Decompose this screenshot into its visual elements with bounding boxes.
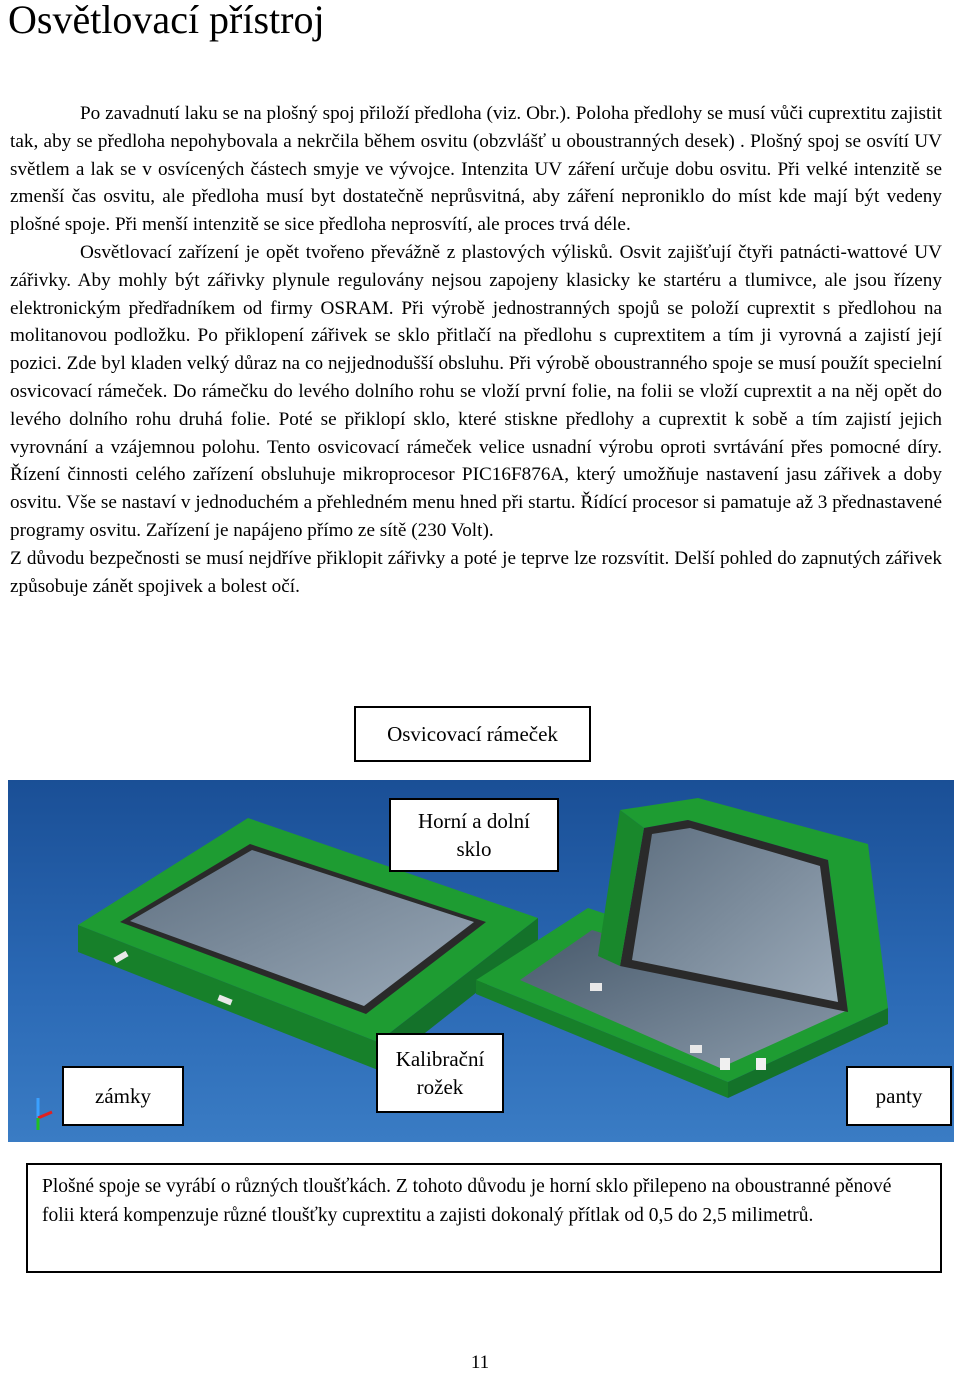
device-figure (8, 780, 954, 1142)
paragraph-1: Po zavadnutí laku se na plošný spoj přiloží předloha (viz. Obr.). Poloha předlohy se musí vůči cuprextitu zajistit tak, aby se předloha nepohybovala a nekrčila během osvitu (obzvlášť u oboustranných desek) . Plošný spoj se osvítí UV světlem a lak se v osvícených částech smyje ve vývojce. Intenzita UV záření určuje dobu osvitu. Při velké intenzitě se zmenší čas osvitu, ale předloha musí byt dostatečně neprůsvitná, aby záření neproniklo do míst kde mají být vedeny plošné spoje. Při menší intenzitě se sice předloha neprosvítí, ale proces trvá déle. (10, 103, 942, 236)
callout-hinges: panty (846, 1066, 952, 1126)
body-text (10, 100, 942, 600)
figure-caption: Osvicovací rámeček (354, 706, 591, 762)
paragraph-2: Osvětlovací zařízení je opět tvořeno převážně z plastových výlisků. Osvit zajišťují čtyři patnácti-wattové UV zářivky. Aby mohly být zářivky plynule regulovány nejsou zapojeny klasicky ke startéru a tlumivce, ale jsou řízeny elektronickým předřadníkem od firmy OSRAM. Při výrobě jednostranných spojů se položí cuprextit s předlohou na molitanovou podložku. Po přiklopení zářivek se sklo přitlačí na předlohu s cuprextitem a tím ji vyrovná a zajistí její pozici. Zde byl kladen velký důraz na co nejjednodušší obsluhu. Při výrobě oboustranného spoje se musí použít specielní osvicovací rámeček. Do rámečku do levého dolního rohu se vloží první folie, na folii se vloží cuprextit a na něj opět do levého dolního rohu druhá folie. Poté se přiklopí sklo, které stiskne předlohy a cuprextit k sobě a tím zajistí jejich vyrovnání a vzájemnou polohu. Tento osvicovací rámeček velice usnadní výrobu oproti svrtávání přes pomocné díry. Řízení činnosti celého zařízení obsluhuje mikroprocesor PIC16F876A, který umožňuje nastavení jasu zářivek a doby osvitu. Vše se nastaví v jednoduchém a přehledném menu hned při startu. Řídící procesor si pamatuje až 3 přednastavené programy osvitu. Zařízení je napájeno přímo ze sítě (230 Volt). (10, 241, 942, 541)
page-title: Osvětlovací přístroj (8, 0, 325, 42)
callout-corner: Kalibrační rožek (376, 1033, 504, 1113)
callout-locks: zámky (62, 1066, 184, 1126)
callout-glass: Horní a dolní sklo (389, 798, 559, 872)
note-box: Plošné spoje se vyrábí o různých tloušťkách. Z tohoto důvodu je horní sklo přilepeno na oboustranné pěnové folii která kompenzuje různé tloušťky cuprextitu a zajisti dokonalý přítlak od 0,5 do 2,5 milimetrů. (26, 1163, 942, 1273)
paragraph-3: Z důvodu bezpečnosti se musí nejdříve přiklopit zářivky a poté je teprve lze rozsvítit. Delší pohled do zapnutých zářivek způsobuje zánět spojivek a bolest očí. (10, 547, 942, 597)
page-number: 11 (470, 1352, 490, 1373)
